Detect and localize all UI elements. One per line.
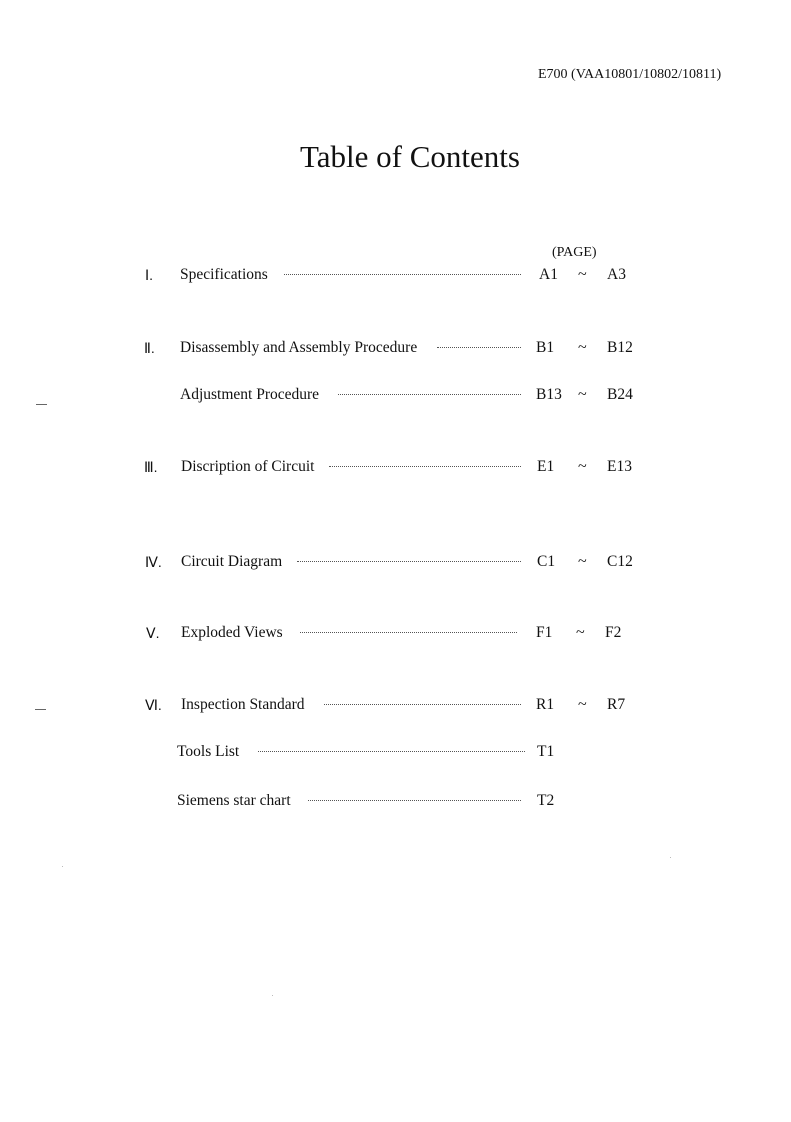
entry-label: Adjustment Procedure [180, 386, 320, 403]
page-start: C1 [537, 553, 556, 570]
range-separator: ~ [578, 266, 587, 283]
page-start: E1 [537, 458, 555, 475]
entry-label: Siemens star chart [177, 792, 291, 809]
dot-leader [437, 337, 521, 348]
section-numeral: Ⅰ. [145, 267, 154, 283]
page-column-label: (PAGE) [552, 245, 597, 260]
page-end: B24 [607, 386, 633, 403]
toc-entry-inspection-standard[interactable] [0, 694, 791, 716]
page-start: F1 [536, 624, 553, 641]
dot-leader [300, 622, 517, 633]
scan-speck [670, 857, 671, 858]
page-end: C12 [607, 553, 633, 570]
page-title: Table of Contents [300, 139, 520, 174]
entry-label: Disassembly and Assembly Procedure [180, 339, 418, 356]
document-code: E700 (VAA10801/10802/10811) [538, 67, 722, 82]
toc-entry-disassembly-assembly[interactable] [0, 337, 791, 359]
entry-label: Discription of Circuit [181, 458, 315, 475]
margin-mark [35, 709, 46, 710]
entry-label: Specifications [180, 266, 268, 283]
page-start: B1 [536, 339, 555, 356]
margin-mark [36, 404, 47, 405]
dot-leader [338, 384, 521, 395]
section-numeral: Ⅵ. [145, 697, 162, 713]
page-start: B13 [536, 386, 562, 403]
section-numeral: Ⅲ. [144, 459, 158, 475]
dot-leader [258, 741, 525, 752]
section-numeral: Ⅴ. [146, 625, 160, 641]
page-end: E13 [607, 458, 632, 475]
page-end: R7 [607, 696, 626, 713]
page-start: A1 [539, 266, 558, 283]
dot-leader [297, 551, 521, 562]
page-start: T1 [537, 743, 555, 760]
range-separator: ~ [578, 458, 587, 475]
dot-leader [329, 456, 521, 467]
toc-entry-specifications[interactable] [0, 264, 791, 286]
scan-speck [272, 995, 273, 996]
toc-entry-adjustment-procedure[interactable] [0, 384, 791, 406]
dot-leader [284, 264, 521, 275]
entry-label: Exploded Views [181, 624, 283, 641]
range-separator: ~ [576, 624, 585, 641]
toc-entry-exploded-views[interactable] [0, 622, 791, 644]
page-end: B12 [607, 339, 633, 356]
range-separator: ~ [578, 386, 587, 403]
entry-label: Tools List [177, 743, 240, 760]
toc-entry-siemens-star-chart[interactable] [0, 790, 791, 812]
entry-label: Circuit Diagram [181, 553, 283, 570]
dot-leader [324, 694, 521, 705]
toc-entry-tools-list[interactable] [0, 741, 791, 763]
range-separator: ~ [578, 696, 587, 713]
page-start: T2 [537, 792, 555, 809]
page-end: A3 [607, 266, 626, 283]
scan-speck [62, 866, 63, 867]
range-separator: ~ [578, 339, 587, 356]
section-numeral: Ⅱ. [144, 340, 155, 356]
dot-leader [308, 790, 521, 801]
section-numeral: Ⅳ. [145, 554, 162, 570]
page-end: F2 [605, 624, 622, 641]
page-start: R1 [536, 696, 555, 713]
toc-entry-circuit-description[interactable] [0, 456, 791, 478]
toc-entry-circuit-diagram[interactable] [0, 551, 791, 573]
range-separator: ~ [578, 553, 587, 570]
entry-label: Inspection Standard [181, 696, 305, 713]
